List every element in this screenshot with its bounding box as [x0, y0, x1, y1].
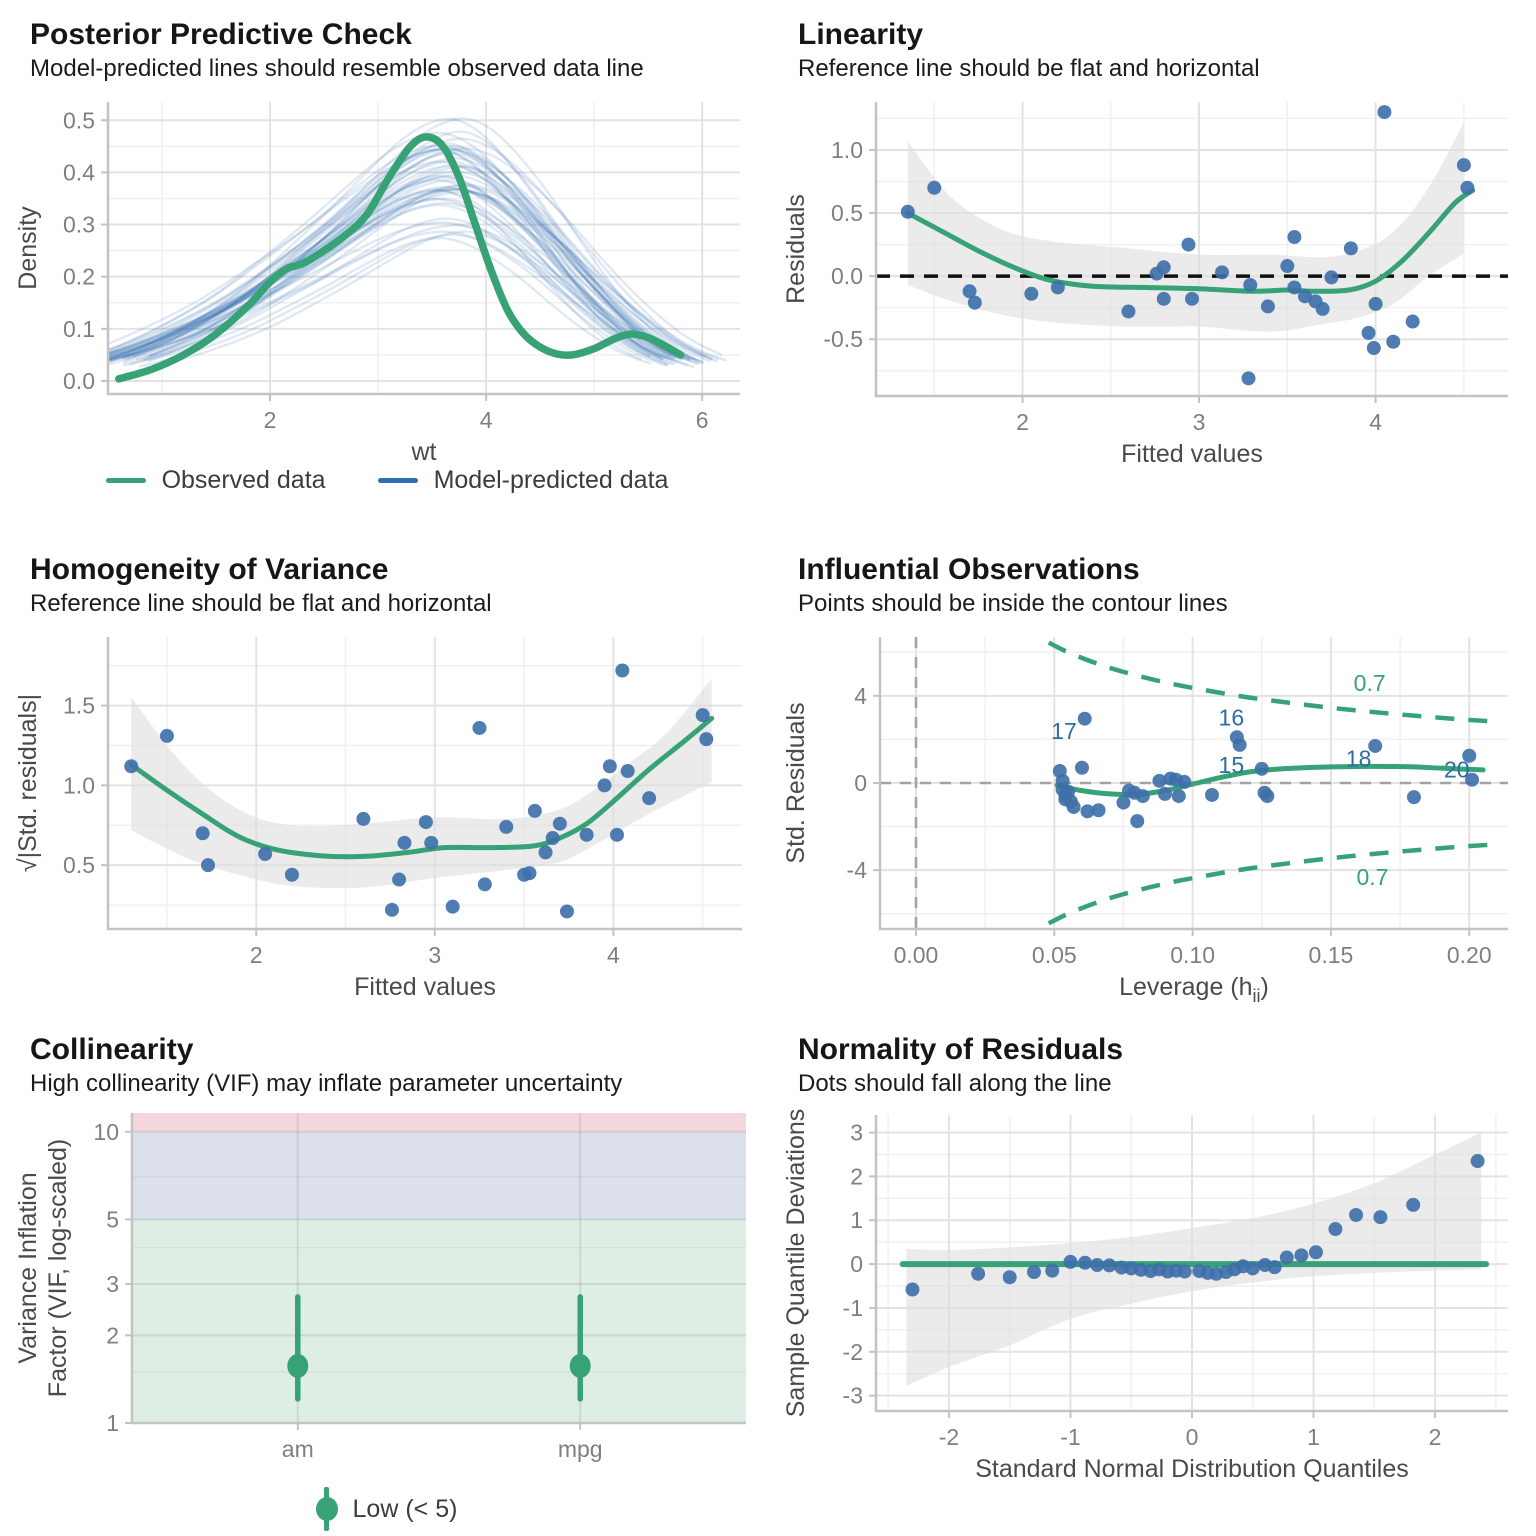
svg-text:mpg: mpg — [557, 1436, 603, 1463]
observed-line-swatch — [106, 478, 146, 483]
svg-text:3: 3 — [850, 1119, 863, 1146]
homogeneity-plot — [12, 625, 756, 1003]
panel-title: Linearity — [798, 18, 924, 51]
panel-subtitle: Reference line should be flat and horizontal — [30, 589, 492, 617]
panel-title: Collinearity — [30, 1033, 194, 1066]
svg-text:0.3: 0.3 — [63, 211, 95, 238]
svg-text:10: 10 — [93, 1118, 119, 1145]
svg-text:2: 2 — [1428, 1424, 1442, 1451]
svg-text:0.5: 0.5 — [63, 107, 95, 134]
svg-text:0.4: 0.4 — [63, 159, 95, 186]
svg-text:0.5: 0.5 — [831, 200, 863, 227]
influential-plot — [780, 625, 1524, 1003]
svg-text:-4: -4 — [846, 857, 867, 884]
panel-subtitle: High collinearity (VIF) may inflate parameter uncertainty — [30, 1069, 623, 1097]
svg-text:2: 2 — [249, 942, 263, 969]
svg-text:1: 1 — [106, 1410, 119, 1437]
svg-text:Factor (VIF, log-scaled): Factor (VIF, log-scaled) — [44, 1138, 72, 1398]
svg-text:0.1: 0.1 — [63, 316, 95, 343]
panel-subtitle: Reference line should be flat and horizontal — [798, 54, 1260, 82]
svg-text:16: 16 — [1218, 704, 1245, 731]
svg-text:5: 5 — [106, 1206, 119, 1233]
ppc-plot — [12, 90, 756, 462]
model-line-swatch — [378, 478, 418, 483]
collinearity-plot — [12, 1105, 756, 1481]
svg-text:-2: -2 — [938, 1424, 960, 1451]
svg-text:1.0: 1.0 — [831, 137, 863, 164]
svg-text:3: 3 — [1192, 409, 1206, 436]
svg-text:2: 2 — [263, 407, 277, 434]
svg-text:Variance Inflation: Variance Inflation — [14, 1172, 42, 1364]
svg-text:Fitted values: Fitted values — [1121, 440, 1263, 469]
svg-text:0.7: 0.7 — [1353, 670, 1386, 697]
panel-title: Homogeneity of Variance — [30, 553, 389, 586]
vif-legend — [12, 1485, 762, 1533]
linearity-plot — [780, 90, 1524, 470]
svg-text:2: 2 — [850, 1163, 863, 1190]
svg-text:am: am — [281, 1436, 314, 1463]
svg-text:Density: Density — [14, 206, 42, 290]
page-title: Posterior Predictive Check — [30, 18, 412, 51]
svg-text:1.5: 1.5 — [63, 692, 95, 719]
legend-item-observed — [106, 466, 326, 495]
svg-text:18: 18 — [1345, 745, 1372, 772]
svg-text:-1: -1 — [842, 1295, 863, 1322]
svg-text:√|Std. residuals|: √|Std. residuals| — [14, 694, 42, 873]
legend-label: Observed data — [161, 466, 326, 495]
svg-text:0.5: 0.5 — [63, 852, 95, 879]
svg-text:-1: -1 — [1060, 1424, 1081, 1451]
legend-label: Low (< 5) — [352, 1494, 458, 1523]
svg-text:0.00: 0.00 — [893, 942, 939, 969]
svg-text:4: 4 — [607, 942, 620, 969]
svg-text:2: 2 — [106, 1322, 119, 1349]
svg-text:Standard Normal Distribution Q: Standard Normal Distribution Quantiles — [975, 1455, 1409, 1484]
svg-text:0.0: 0.0 — [63, 368, 95, 395]
svg-text:0: 0 — [1185, 1424, 1199, 1451]
legend-item-low-vif — [317, 1485, 458, 1533]
panel-homogeneity-of-variance — [0, 535, 768, 1015]
panel-subtitle: Points should be inside the contour lines — [798, 589, 1228, 617]
svg-text:0: 0 — [850, 1251, 863, 1278]
svg-text:20: 20 — [1444, 756, 1470, 783]
svg-text:0.2: 0.2 — [63, 263, 95, 290]
panel-collinearity — [0, 1015, 768, 1536]
svg-text:4: 4 — [479, 407, 493, 434]
panel-posterior-predictive-check — [0, 0, 768, 535]
pointrange-glyph — [317, 1485, 337, 1533]
svg-text:Leverage (hii): Leverage $(h_{ii})$ — [1119, 973, 1269, 1004]
svg-text:6: 6 — [695, 407, 709, 434]
svg-text:4: 4 — [854, 683, 867, 710]
svg-text:-2: -2 — [842, 1338, 863, 1365]
legend-label: Model-predicted data — [433, 466, 669, 495]
svg-text:Std. Residuals: Std. Residuals — [782, 702, 810, 864]
svg-text:-0.5: -0.5 — [823, 326, 863, 353]
svg-text:3: 3 — [428, 942, 442, 969]
svg-text:2: 2 — [1016, 409, 1029, 436]
panel-subtitle: Model-predicted lines should resemble observed data line — [30, 54, 644, 82]
qq-plot — [780, 1105, 1524, 1487]
svg-text:0.7: 0.7 — [1356, 863, 1389, 890]
svg-text:Sample Quantile Deviations: Sample Quantile Deviations — [782, 1108, 810, 1418]
svg-text:15: 15 — [1218, 752, 1245, 779]
svg-text:1.0: 1.0 — [63, 772, 95, 799]
panel-title: Normality of Residuals — [798, 1033, 1124, 1066]
panel-influential-observations — [768, 535, 1536, 1015]
svg-text:-3: -3 — [842, 1382, 863, 1409]
svg-text:0: 0 — [854, 770, 867, 797]
panel-title: Influential Observations — [798, 553, 1140, 586]
ppc-legend — [12, 466, 762, 495]
svg-text:17: 17 — [1051, 717, 1077, 744]
svg-text:1: 1 — [850, 1207, 863, 1234]
svg-text:0.0: 0.0 — [831, 263, 863, 290]
svg-text:3: 3 — [106, 1271, 119, 1298]
svg-text:0.10: 0.10 — [1170, 942, 1215, 969]
svg-text:Fitted values: Fitted values — [354, 973, 496, 1002]
legend-item-model-predicted — [378, 466, 669, 495]
svg-text:0.15: 0.15 — [1308, 942, 1354, 969]
svg-text:0.05: 0.05 — [1031, 942, 1077, 969]
svg-text:0.20: 0.20 — [1446, 942, 1492, 969]
panel-subtitle: Dots should fall along the line — [798, 1069, 1112, 1097]
panel-linearity — [768, 0, 1536, 535]
svg-text:Residuals: Residuals — [782, 194, 810, 305]
svg-text:wt: wt — [411, 438, 437, 463]
svg-text:1: 1 — [1307, 1424, 1320, 1451]
svg-text:4: 4 — [1369, 409, 1382, 436]
panel-normality-of-residuals — [768, 1015, 1536, 1536]
